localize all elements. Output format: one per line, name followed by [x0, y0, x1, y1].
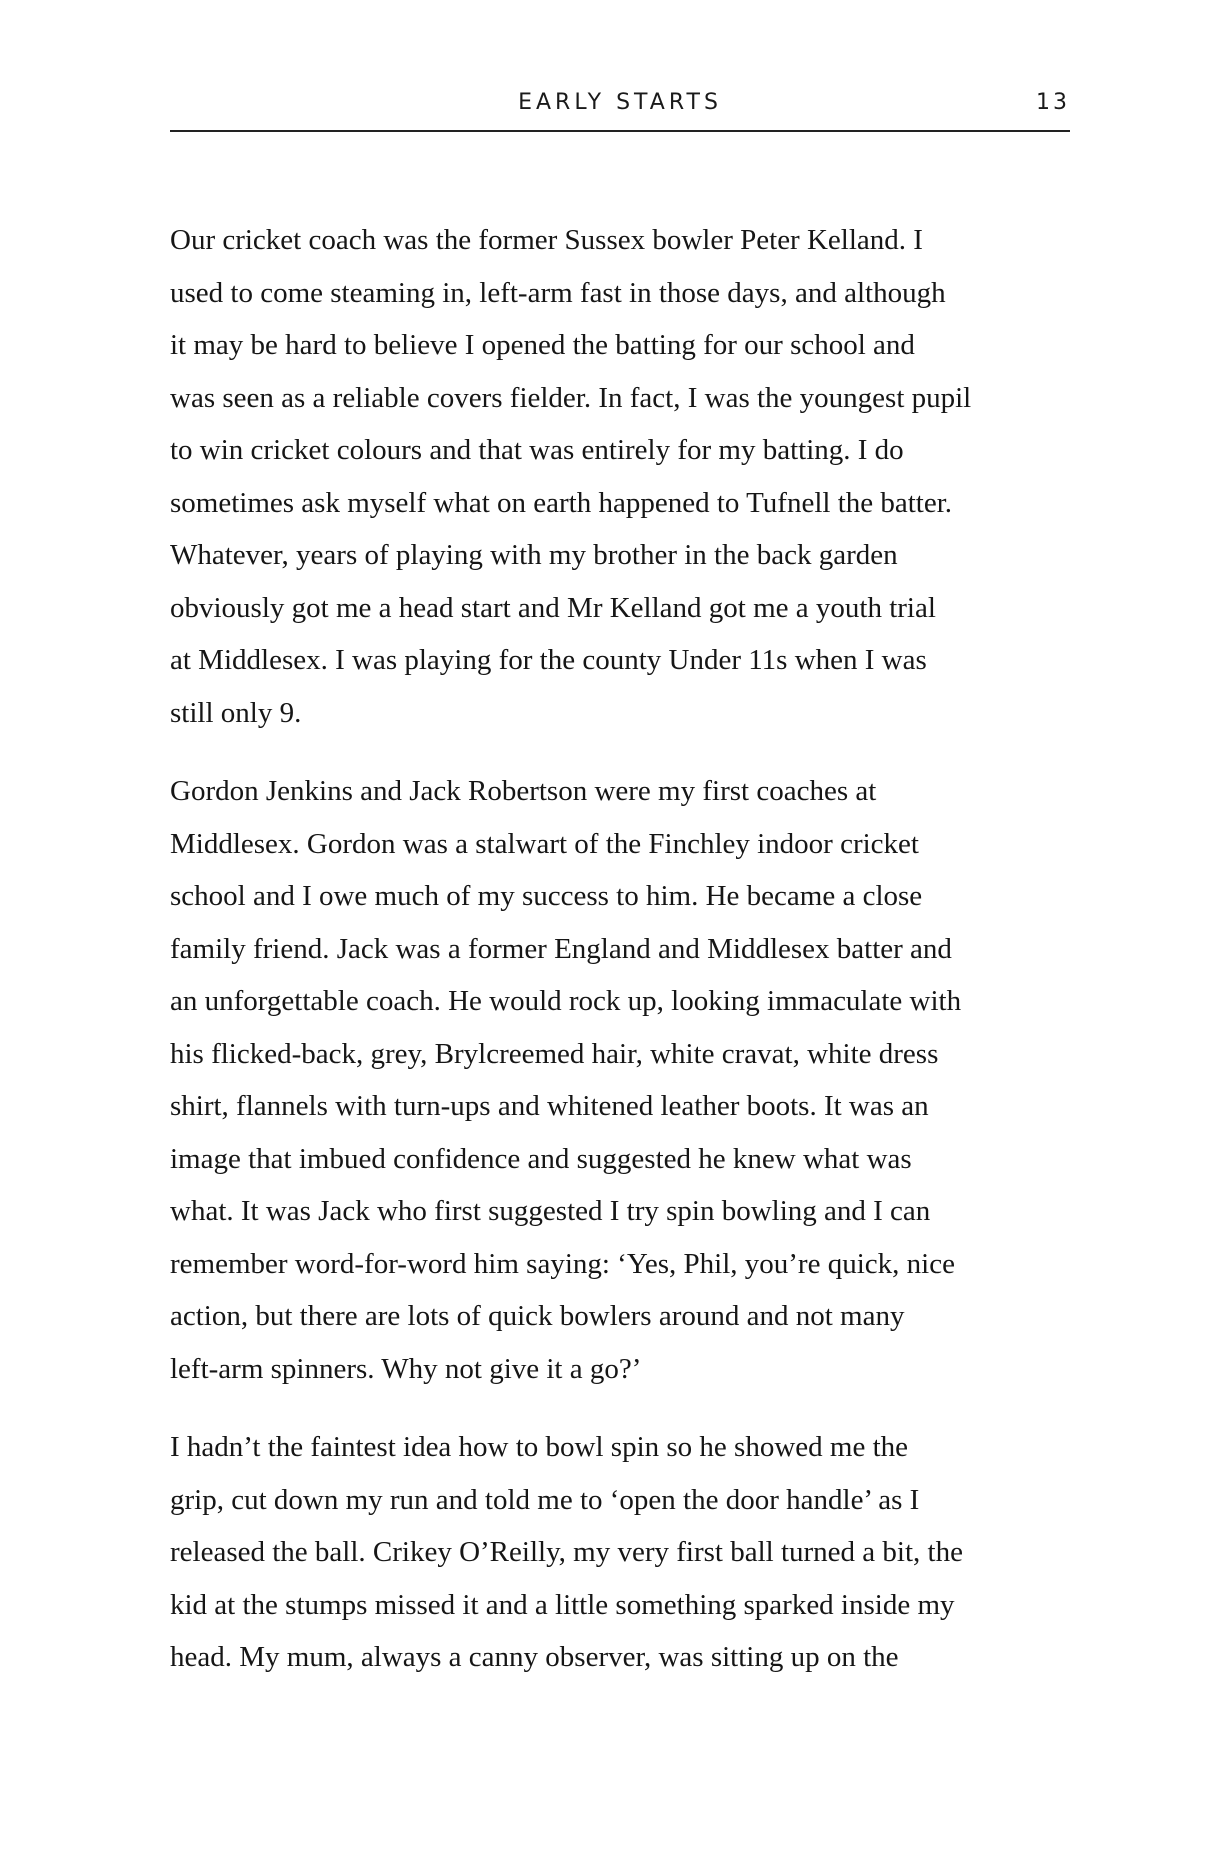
- text-line: family friend. Jack was a former England and Middlesex batter and: [170, 932, 952, 965]
- body-text: [170, 214, 1070, 1684]
- text-line: I hadn’t the faintest idea how to bowl spin so he showed me the: [170, 1431, 909, 1463]
- text-line: shirt, flannels with turn-ups and whitened leather boots. It was an: [170, 1090, 929, 1122]
- text-line: image that imbued confidence and suggested he knew what was: [170, 1142, 912, 1175]
- text-line: an unforgettable coach. He would rock up, looking immaculate with: [170, 985, 962, 1017]
- text-line: to win cricket colours and that was entirely for my batting. I do: [170, 434, 904, 466]
- text-line: was seen as a reliable covers fielder. In fact, I was the youngest pupil: [170, 381, 972, 414]
- header-rule: [170, 130, 1070, 132]
- text-line: kid at the stumps missed it and a little something sparked inside my: [170, 1588, 955, 1621]
- text-line: Our cricket coach was the former Sussex bowler Peter Kelland. I: [170, 224, 923, 256]
- text-line: left-arm spinners. Why not give it a go?’: [170, 1352, 642, 1385]
- text-line: Middlesex. Gordon was a stalwart of the Finchley indoor cricket: [170, 827, 919, 860]
- text-line: head. My mum, always a canny observer, was sitting up on the: [170, 1641, 899, 1673]
- text-line: Whatever, years of playing with my brother in the back garden: [170, 539, 898, 571]
- text-line: obviously got me a head start and Mr Kelland got me a youth trial: [170, 591, 936, 624]
- text-line: Gordon Jenkins and Jack Robertson were my first coaches at: [170, 775, 877, 807]
- paragraph-3: [170, 1421, 1070, 1684]
- text-line: his flicked-back, grey, Brylcreemed hair, white cravat, white dress: [170, 1037, 939, 1070]
- text-line: sometimes ask myself what on earth happened to Tufnell the batter.: [170, 486, 953, 519]
- text-line: used to come steaming in, left-arm fast in those days, and although: [170, 276, 946, 309]
- text-line: remember word-for-word him saying: ‘Yes, Phil, you’re quick, nice: [170, 1247, 955, 1280]
- page-number: 13: [1036, 90, 1070, 115]
- text-line: school and I owe much of my success to him. He became a close: [170, 880, 923, 912]
- text-line: what. It was Jack who first suggested I try spin bowling and I can: [170, 1195, 931, 1227]
- text-line: grip, cut down my run and told me to ‘open the door handle’ as I: [170, 1483, 920, 1516]
- text-line: at Middlesex. I was playing for the county Under 11s when I was: [170, 644, 927, 676]
- text-line: action, but there are lots of quick bowlers around and not many: [170, 1300, 905, 1332]
- text-line: released the ball. Crikey O’Reilly, my very first ball turned a bit, the: [170, 1536, 963, 1568]
- text-line: it may be hard to believe I opened the batting for our school and: [170, 329, 915, 361]
- paragraph-2: [170, 765, 1070, 1395]
- paragraph-1: [170, 214, 1070, 739]
- page-header: [170, 88, 1070, 128]
- text-line: still only 9.: [170, 696, 302, 729]
- running-head: EARLY STARTS: [518, 90, 722, 115]
